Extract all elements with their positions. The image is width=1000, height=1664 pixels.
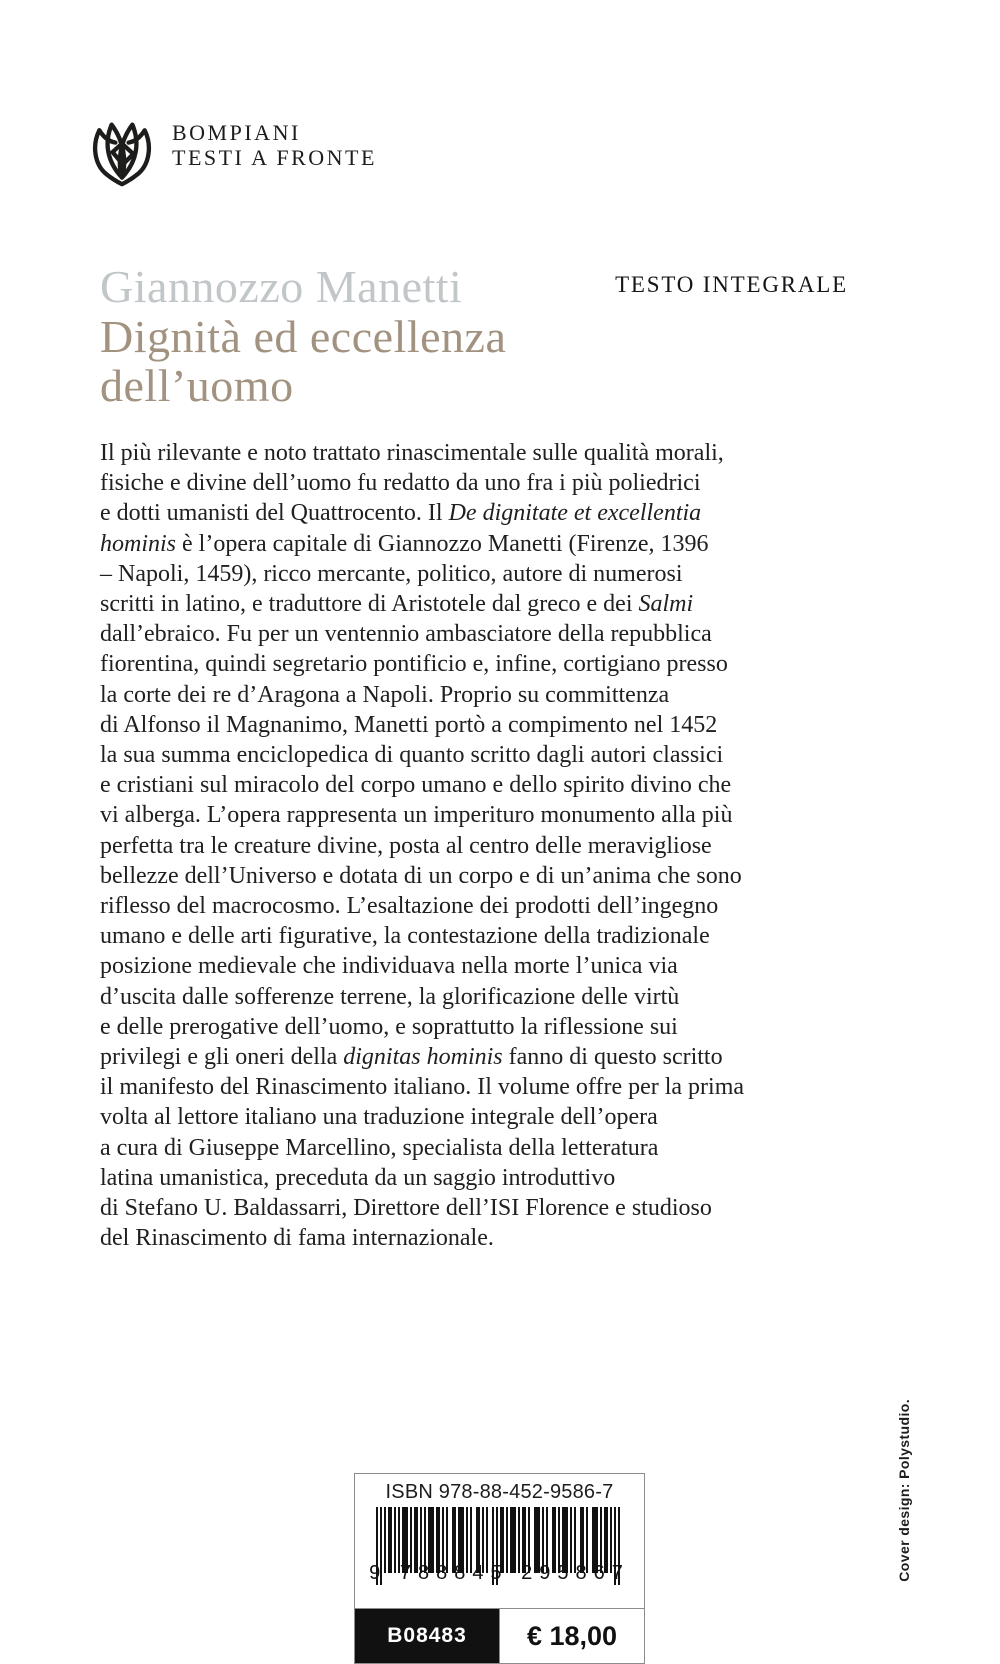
body-line: il manifesto del Rinascimento italiano. Il volume offre per la prima <box>100 1074 745 1101</box>
body-line: – Napoli, 1459), ricco mercante, politico, autore di numerosi <box>100 560 683 587</box>
barcode-digits: 9 788845 295867 <box>369 1562 630 1584</box>
price-row <box>355 1608 644 1663</box>
body-line: e cristiani sul miracolo del corpo umano e dello spirito divino che <box>100 772 732 799</box>
body-line: la corte dei re d’Aragona a Napoli. Proprio su committenza <box>100 681 670 708</box>
body-line: bellezze dell’Universo e dotata di un corpo e di un’anima che sono <box>100 862 742 889</box>
body-line: e delle prerogative dell’uomo, e soprattutto la riflessione sui <box>100 1013 678 1040</box>
book-title <box>100 312 506 410</box>
body-line: hominis è l’opera capitale di Giannozzo Manetti (Firenze, 1396 <box>100 530 709 557</box>
price: € 18,00 <box>499 1609 644 1663</box>
body-line: Il più rilevante e noto trattato rinascimentale sulle qualità morali, <box>100 440 724 466</box>
body-line: privilegi e gli oneri della dignitas hominis fanno di questo scritto <box>100 1044 723 1071</box>
body-line: dall’ebraico. Fu per un ventennio ambasciatore della repubblica <box>100 621 712 648</box>
body-line: d’uscita dalle sofferenze terrene, la glorificazione delle virtù <box>100 983 680 1010</box>
barcode-block <box>354 1473 645 1664</box>
body-line: scritti in latino, e traduttore di Aristotele dal greco e dei Salmi <box>100 591 694 618</box>
bompiani-rose-icon <box>88 116 156 190</box>
edition-note: TESTO INTEGRALE <box>615 272 848 297</box>
body-line: vi alberga. L’opera rappresenta un imperituro monumento alla più <box>100 802 733 829</box>
body-line: latina umanistica, preceduta da un saggio introduttivo <box>100 1164 616 1191</box>
body-text <box>100 438 870 1253</box>
body-line: fisiche e divine dell’uomo fu redatto da uno fra i più poliedrici <box>100 470 701 497</box>
body-line: fiorentina, quindi segretario pontificio e, infine, cortigiano presso <box>100 651 728 678</box>
body-line: perfetta tra le creature divine, posta al centro delle meravigliose <box>100 832 712 859</box>
body-line: volta al lettore italiano una traduzione integrale dell’opera <box>100 1104 658 1131</box>
publisher-name-line2: TESTI A FRONTE <box>172 145 377 170</box>
cover-design-credit-wrap <box>890 1330 918 1582</box>
publisher-block <box>88 110 377 190</box>
book-title-line1: Dignità ed eccellenza <box>100 311 507 362</box>
body-line: di Alfonso il Magnanimo, Manetti portò a compimento nel 1452 <box>100 711 718 738</box>
body-line: umano e delle arti figurative, la contestazione della tradizionale <box>100 923 710 950</box>
publisher-name-line1: BOMPIANI <box>172 120 301 145</box>
body-line: riflesso del macrocosmo. L’esaltazione dei prodotti dell’ingegno <box>100 893 719 920</box>
publisher-name <box>172 120 377 170</box>
body-line: e dotti umanisti del Quattrocento. Il De dignitate et excellentia <box>100 500 702 527</box>
body-line: del Rinascimento di fama internazionale. <box>100 1225 494 1252</box>
body-line: la sua summa enciclopedica di quanto scritto dagli autori classici <box>100 742 724 769</box>
body-line: di Stefano U. Baldassarri, Direttore dell’ISI Florence e studioso <box>100 1195 712 1222</box>
author-name: Giannozzo Manetti <box>100 261 463 312</box>
body-line: posizione medievale che individuava nella morte l’unica via <box>100 953 678 980</box>
isbn-label: ISBN 978-88-452-9586-7 <box>385 1481 614 1503</box>
body-line: a cura di Giuseppe Marcellino, specialista della letteratura <box>100 1134 659 1161</box>
cover-design-credit: Cover design: Polystudio. <box>896 1399 912 1582</box>
catalog-code: B08483 <box>355 1609 499 1663</box>
book-title-line2: dell’uomo <box>100 360 294 411</box>
